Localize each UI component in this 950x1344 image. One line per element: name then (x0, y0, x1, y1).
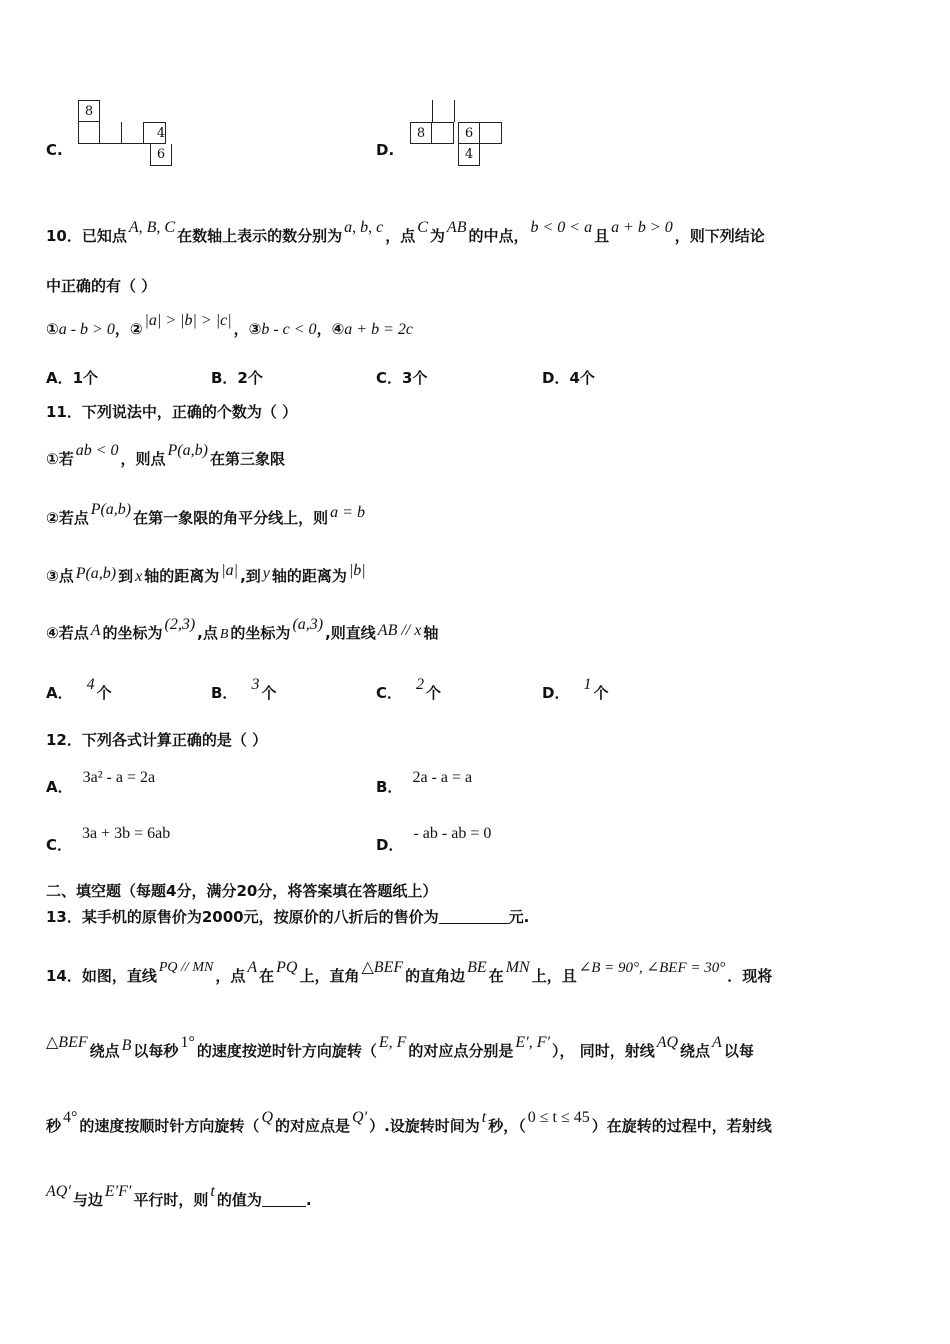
q10-text: 为 (429, 227, 445, 245)
q14-text: 平行时，则 (133, 1191, 209, 1209)
grid-cell: 6 (150, 144, 172, 166)
q14-line1 (46, 959, 773, 986)
grid-cell: 6 (458, 122, 480, 144)
q14-text: 在 (488, 967, 504, 985)
q13-text: 元. (508, 908, 530, 926)
q14-math: MN (505, 959, 530, 976)
q11-text: 轴的距离为 (144, 567, 220, 585)
q14-text: 14．如图，直线 (46, 967, 157, 985)
q10-option-d[interactable]: D．4个 (542, 369, 595, 387)
q14-math: E′F′ (104, 1183, 132, 1200)
q10-option-c[interactable]: C．3个 (376, 369, 428, 387)
q14-math: △BEF (361, 959, 404, 976)
q11-text: ④若点 (46, 624, 89, 642)
q10-stem-line1 (46, 219, 765, 246)
grid-cell-label: 4 (156, 125, 166, 141)
grid-cell (78, 122, 100, 144)
q12-option-c[interactable]: C．3a + 3b = 6ab (46, 825, 171, 854)
q14-text: ）在旋转的过程中，若射线 (591, 1117, 772, 1135)
q10-expr-4: a + b = 2c (344, 321, 413, 338)
q11-text: 在第一象限的角平分线上，则 (133, 509, 329, 527)
q10-expr-1: a - b > 0 (58, 321, 115, 338)
grid-cell (122, 122, 144, 144)
q10-segment-ab: AB (446, 219, 467, 236)
q10-statement-mark: ① (46, 320, 59, 338)
q11-math: (a,3) (292, 616, 324, 633)
q11-math: P(a,b) (75, 565, 117, 582)
q10-text: 的中点， (468, 227, 529, 245)
q11-math: |a| (221, 562, 239, 579)
q11-math: (2,3) (164, 616, 196, 633)
q14-text: 的直角边 (405, 967, 466, 985)
q12-stem: 12．下列各式计算正确的是（ ） (46, 731, 268, 749)
q10-stem-line2: 中正确的有（ ） (46, 277, 157, 295)
grid-cell: 8 (410, 122, 432, 144)
q14-text: 以每秒 (133, 1042, 179, 1060)
q14-math: E′, F′ (515, 1034, 550, 1051)
q11-item-1 (46, 442, 285, 469)
q14-math: PQ (276, 959, 298, 976)
grid-cell: 4 (458, 144, 480, 166)
q14-text: 秒 (46, 1117, 62, 1135)
q14-text: ）， 同时，射线 (551, 1042, 655, 1060)
q9-option-c-label: C. (46, 141, 63, 159)
q14-math: AQ′ (46, 1183, 71, 1200)
q12-option-a[interactable]: A．3a² - a = 2a (46, 769, 156, 796)
q11-math: AB // x (377, 622, 422, 639)
q14-math: PQ // MN (158, 960, 214, 975)
q14-math: A (247, 959, 258, 976)
q11-math: B (219, 627, 229, 642)
q11-stem: 11．下列说法中，正确的个数为（ ） (46, 403, 298, 421)
q11-text: 到 (118, 567, 134, 585)
q10-condition-2: a + b > 0 (611, 219, 673, 236)
section-2-heading: 二、填空题（每题4分，满分20分，将答案填在答题纸上） (46, 882, 438, 900)
q12-option-b[interactable]: B．2a - a = a (376, 769, 473, 796)
q11-item-2 (46, 501, 367, 528)
q10-option-b[interactable]: B．2个 (211, 369, 263, 387)
q13-text: 13．某手机的原售价为2000元，按原价的八折后的售价为 (46, 908, 439, 926)
q14-text: 上，且 (531, 967, 577, 985)
q11-option-d[interactable]: D． 1 个 (542, 676, 609, 702)
q11-math: |b| (348, 562, 366, 579)
q11-math: y (262, 565, 270, 582)
q14-math: t (210, 1183, 215, 1200)
q10-expr-3: b - c < 0 (261, 321, 317, 338)
q14-math: 4° (63, 1109, 78, 1126)
q14-answer-blank[interactable] (262, 1192, 306, 1207)
q11-text: 的坐标为 (230, 624, 291, 642)
q10-condition-1: b < 0 < a (530, 219, 593, 236)
q11-item-3 (46, 562, 368, 586)
q11-math: A (90, 622, 101, 639)
q10-statement-mark: ，③ (233, 320, 262, 338)
q9-option-d-label: D. (376, 141, 395, 159)
q11-math: P(a,b) (90, 501, 132, 518)
q14-math: ∠B = 90°, ∠BEF = 30° (578, 960, 726, 976)
q14-math: Q′ (352, 1109, 368, 1126)
q10-text: 且 (594, 227, 610, 245)
q14-text: 的速度按顺时针方向旋转（ (79, 1117, 260, 1135)
q14-math: BE (467, 959, 487, 976)
q11-text: ,则直线 (325, 624, 376, 642)
q14-text: . (305, 1191, 312, 1209)
q14-text: 绕点 (680, 1042, 711, 1060)
q10-statement-mark: ，② (114, 320, 143, 338)
q14-text: 的对应点分别是 (408, 1042, 514, 1060)
q14-text: 与边 (72, 1191, 103, 1209)
q11-math: x (135, 568, 143, 585)
q14-text: 秒，（ (488, 1117, 526, 1135)
q14-text: 以每 (723, 1042, 754, 1060)
q14-text: 绕点 (89, 1042, 120, 1060)
q14-math: E, F (378, 1034, 407, 1051)
q10-text: ，则下列结论 (674, 227, 765, 245)
q10-point-c: C (417, 219, 428, 236)
q11-text: ,点 (197, 624, 218, 642)
q11-option-a[interactable]: A． 4 个 (46, 676, 112, 702)
q10-statement-mark: ，④ (316, 320, 345, 338)
grid-cell (454, 100, 476, 122)
q11-item-4 (46, 616, 439, 643)
q11-text: 的坐标为 (102, 624, 163, 642)
q14-math: 1° (180, 1034, 195, 1051)
q14-math: B (121, 1037, 132, 1054)
q14-line2 (46, 1034, 754, 1061)
q10-statements (46, 312, 413, 339)
q14-text: ，点 (215, 967, 246, 985)
q14-math: AQ (656, 1034, 679, 1051)
q11-text: ②若点 (46, 509, 89, 527)
q11-text: ，则点 (120, 450, 166, 468)
q10-text: 在数轴上表示的数分别为 (177, 227, 343, 245)
q11-option-c[interactable]: C． 2 个 (376, 676, 442, 702)
q14-math: Q (261, 1109, 273, 1126)
grid-cell (480, 122, 502, 144)
q14-text: ）.设旋转时间为 (369, 1117, 480, 1135)
q11-text: 轴的距离为 (271, 567, 347, 585)
q12-option-d[interactable]: D．- ab - ab = 0 (376, 825, 492, 854)
q10-prefix: 10．已知点 (46, 227, 127, 245)
q11-text: 轴 (423, 624, 439, 642)
q14-text: ．现将 (727, 967, 773, 985)
q14-line3 (46, 1109, 772, 1136)
grid-cell (432, 100, 454, 122)
q14-text: 的对应点是 (275, 1117, 351, 1135)
q14-text: 在 (259, 967, 275, 985)
q11-text: ,到 (240, 567, 261, 585)
q11-math: P(a,b) (167, 442, 208, 459)
grid-cell (432, 122, 454, 144)
q14-text: 的速度按逆时针方向旋转（ (196, 1042, 377, 1060)
q13 (46, 906, 529, 927)
q10-expr-2: |a| > |b| > |c| (144, 312, 232, 329)
q11-option-b[interactable]: B． 3 个 (211, 676, 277, 702)
q11-math: a = b (330, 504, 365, 521)
q10-option-a[interactable]: A．1个 (46, 369, 99, 387)
q14-line4 (46, 1183, 312, 1210)
q11-math: ab < 0 (75, 442, 119, 459)
q11-text: 在第三象限 (209, 450, 285, 468)
q14-text: 上，直角 (299, 967, 360, 985)
q14-math: t (481, 1109, 487, 1126)
grid-cell (100, 122, 122, 144)
q13-answer-blank[interactable] (439, 909, 509, 924)
q14-math: 0 ≤ t ≤ 45 (527, 1109, 590, 1126)
q10-points: A, B, C (128, 219, 176, 236)
grid-cell: 8 (78, 100, 100, 122)
q14-math: △BEF (46, 1034, 88, 1051)
q11-text: ③点 (46, 567, 74, 585)
q10-values: a, b, c (344, 219, 384, 236)
q14-math: A (712, 1034, 722, 1051)
q14-text: 的值为 (216, 1191, 262, 1209)
q11-text: ①若 (46, 450, 74, 468)
q10-text: ，点 (385, 227, 416, 245)
